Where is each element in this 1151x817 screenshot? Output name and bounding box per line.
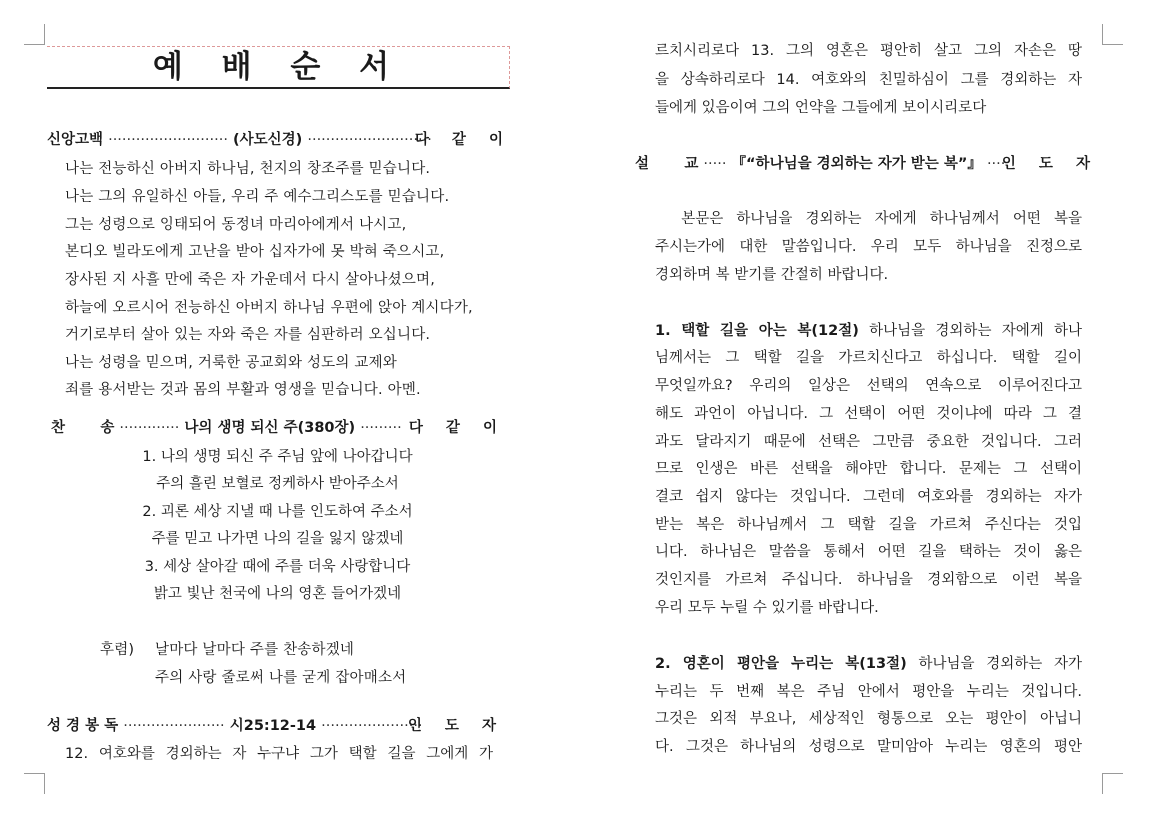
sermon-point-1-line: 해도 과언이 아닙니다. 그 선택이 어떤 것이냐에 따라 그 결 <box>655 406 1082 422</box>
reading-label: 성 경 봉 독 <box>47 718 119 734</box>
sermon-point-1-line: 우리 모두 누릴 수 있기를 바랍니다. <box>655 600 879 616</box>
hymn-line: 2. 괴론 세상 지낼 때 나를 인도하여 주소서 <box>142 504 413 520</box>
sermon-point-1-first-text: 하나님을 경외하는 자에게 하나 <box>858 323 1082 339</box>
creed-line: 나는 그의 유일하신 아들, 우리 주 예수그리스도를 믿습니다. <box>65 189 450 205</box>
sermon-point-1-line: 님께서는 그 택할 길을 가르치신다고 하십니다. 택할 길이 <box>655 350 1082 366</box>
reading-dots-2: ······················ <box>321 718 423 734</box>
creed-name: (사도신경) <box>233 132 303 148</box>
hymn-line: 3. 세상 살아갈 때에 주를 더욱 사랑합니다 <box>144 559 411 575</box>
creed-line: 죄를 용서받는 것과 몸의 부활과 영생을 믿습니다. 아멘. <box>65 382 421 398</box>
corner-mark-bottom-left <box>24 773 45 794</box>
sermon-title: 『“하나님을 경외하는 자가 받는 복”』 <box>731 156 982 172</box>
sermon-point-2-first-text: 하나님을 경외하는 자가 <box>906 656 1082 672</box>
sermon-label: 설 교 <box>635 156 699 172</box>
hymn-leader: 다 같 이 <box>408 420 506 436</box>
sermon-point-1-line: 무엇일까요? 우리의 일상은 선택의 연속으로 이루어진다고 <box>655 378 1082 394</box>
sermon-dots-2: ···· <box>986 156 1006 172</box>
reading-continued-line: 르치시리로다 13. 그의 영혼은 평안히 살고 그의 자손은 땅 <box>655 43 1082 59</box>
creed-label: 신앙고백 <box>47 132 104 148</box>
creed-line: 장사된 지 사흘 만에 죽은 자 가운데서 다시 살아나셨으며, <box>65 272 436 288</box>
sermon-point-1-line: 과도 달라지기 때문에 선택은 그만큼 중요한 것입니다. 그러 <box>655 434 1082 450</box>
hymn-chorus-line: 주의 사랑 줄로써 나를 굳게 잡아매소서 <box>155 670 407 686</box>
hymn-label: 찬 송 <box>51 420 115 436</box>
sermon-header <box>635 152 1099 173</box>
reading-continued-line: 들에게 있음이여 그의 언약을 그들에게 보이시리로다 <box>655 100 987 116</box>
sermon-point-2-line: 다. 그것은 하나님의 성령으로 말미암아 누리는 영혼의 평안 <box>655 739 1082 755</box>
corner-mark-top-left <box>24 24 45 45</box>
hymn-chorus-line: 날마다 날마다 주를 찬송하겠네 <box>155 642 355 658</box>
sermon-intro-line: 본문은 하나님을 경외하는 자에게 하나님께서 어떤 복을 <box>655 211 1082 227</box>
sermon-point-1-line: 것인지를 가르쳐 주십니다. 하나님을 경외함으로 이런 복을 <box>655 572 1082 588</box>
hymn-line: 밝고 빛난 천국에 나의 영혼 들어가겠네 <box>153 586 402 602</box>
sermon-leader: 인 도 자 <box>1001 156 1099 172</box>
creed-dots-1: ·························· <box>108 132 228 148</box>
creed-line: 나는 전능하신 아버지 하나님, 천지의 창조주를 믿습니다. <box>65 161 431 177</box>
hymn-line: 1. 나의 생명 되신 주 주님 앞에 나아갑니다 <box>142 449 413 465</box>
sermon-point-2-first-line <box>655 652 1082 673</box>
page-title: 예 배 순 서 <box>47 46 510 89</box>
hymn-header <box>51 416 506 437</box>
creed-dots-2: ··························· <box>307 132 432 148</box>
hymn-line: 주의 흘린 보혈로 정케하사 받아주소서 <box>156 476 399 492</box>
sermon-point-1-line: 므로 인생은 바른 선택을 해야만 합니다. 문제는 그 선택이 <box>655 461 1082 477</box>
sermon-point-1-heading: 1. 택할 길을 아는 복(12절) <box>655 323 859 339</box>
creed-line: 그는 성령으로 잉태되어 동정녀 마리아에게서 나시고, <box>65 217 407 233</box>
hymn-chorus-label: 후렴) <box>100 642 135 658</box>
creed-line: 거기로부터 살아 있는 자와 죽은 자를 심판하러 오십니다. <box>65 327 431 343</box>
creed-header <box>47 128 512 149</box>
reading-line: 12. 여호와를 경외하는 자 누구냐 그가 택할 길을 그에게 가 <box>65 746 493 762</box>
sermon-dots-1: ····· <box>703 156 727 172</box>
reading-header <box>47 714 505 735</box>
hymn-line: 주를 믿고 나가면 나의 길을 잃지 않겠네 <box>151 531 404 547</box>
creed-leader: 다 같 이 <box>414 132 512 148</box>
sermon-point-1-first-line <box>655 319 1082 340</box>
sermon-intro-line: 주시는가에 대한 말씀입니다. 우리 모두 하나님을 진정으로 <box>655 239 1082 255</box>
hymn-dots-1: ············· <box>119 420 180 436</box>
hymn-dots-2: ········· <box>360 420 402 436</box>
reading-continued-line: 을 상속하리로다 14. 여호와의 친밀하심이 그를 경외하는 자 <box>655 72 1082 88</box>
creed-line-text: 본디오 빌라도에게 고난을 받아 십자가에 못 박혀 죽으시고, <box>65 244 445 260</box>
reading-leader: 인 도 자 <box>407 718 505 734</box>
creed-line: 하늘에 오르시어 전능하신 아버지 하나님 우편에 앉아 계시다가, <box>65 300 473 316</box>
sermon-point-2-line: 그것은 외적 부요나, 세상적인 형통으로 오는 평안이 아닙니 <box>655 711 1082 727</box>
sermon-point-1-line: 받는 복은 하나님께서 그 택할 길을 가르쳐 주신다는 것입 <box>655 517 1082 533</box>
reading-name: 시25:12-14 <box>229 718 317 734</box>
sermon-point-2-heading: 2. 영혼이 평안을 누리는 복(13절) <box>655 656 907 672</box>
creed-line <box>65 240 444 261</box>
hymn-name: 나의 생명 되신 주(380장) <box>184 420 356 436</box>
sermon-point-2-line: 누리는 두 번째 복은 주님 안에서 평안을 누리는 것입니다. <box>655 684 1082 700</box>
sermon-point-1-line: 니다. 하나님은 말씀을 통해서 어떤 길을 택하는 것이 옳은 <box>655 544 1082 560</box>
corner-mark-top-right <box>1102 24 1123 45</box>
creed-line: 나는 성령을 믿으며, 거룩한 공교회와 성도의 교제와 <box>65 355 398 371</box>
reading-dots-1: ······················ <box>123 718 225 734</box>
sermon-point-1-line: 결코 쉽지 않다는 것입니다. 그런데 여호와를 경외하는 자가 <box>655 489 1082 505</box>
sermon-intro-line: 경외하며 복 받기를 간절히 바랍니다. <box>655 267 889 283</box>
corner-mark-bottom-right <box>1102 773 1123 794</box>
